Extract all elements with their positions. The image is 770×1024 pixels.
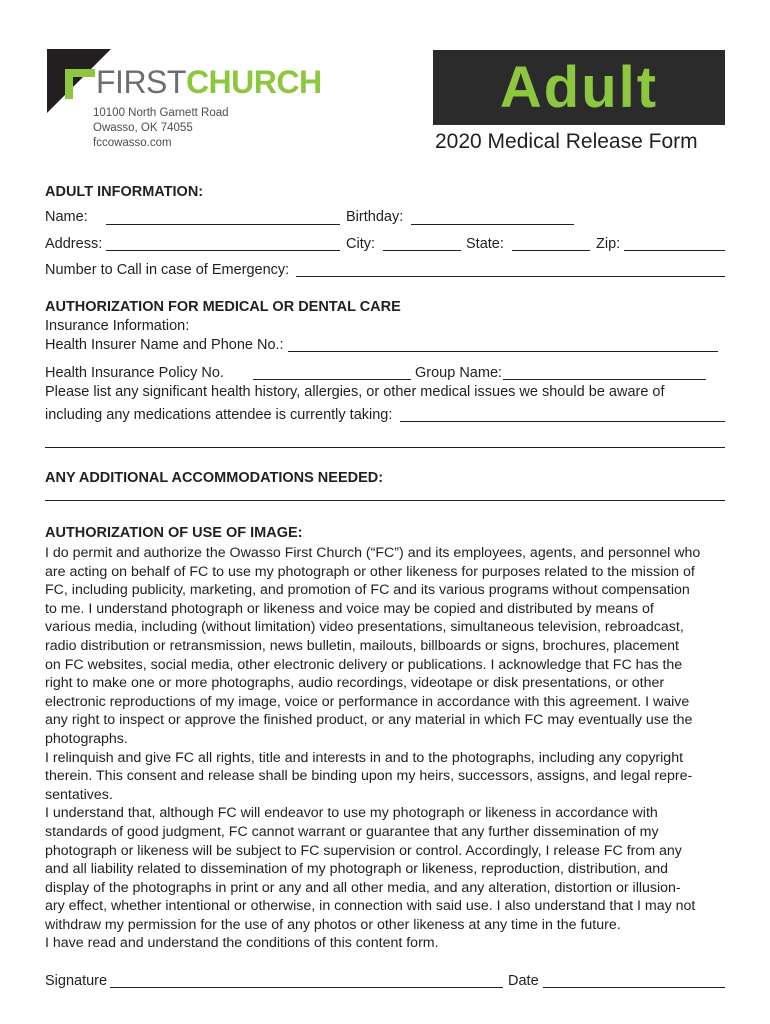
state-field[interactable] [512, 250, 590, 251]
medical-notes-field[interactable] [45, 447, 725, 448]
medical-authorization-heading: AUTHORIZATION FOR MEDICAL OR DENTAL CARE [45, 299, 401, 315]
agreement-line: display of the photographs in print or any and all other media, and any alteration, distortion or illusion- [45, 879, 681, 896]
zip-field[interactable] [624, 250, 725, 251]
first-church-logo-text [96, 64, 322, 100]
agreement-line: radio distribution or retransmission, news bulletin, mailouts, billboards or signs, brochures, placement [45, 637, 680, 654]
signature-field[interactable] [110, 987, 503, 988]
address-field[interactable] [106, 250, 340, 251]
agreement-line: I do permit and authorize the Owasso First Church (“FC”) and its employees, agents, and personnel who [45, 545, 701, 561]
agreement-line: photographs. [45, 730, 128, 747]
church-address [93, 106, 229, 151]
logo-first-word: FIRST [96, 64, 186, 100]
insurer-name-phone-field[interactable] [288, 351, 718, 352]
city-field[interactable] [383, 250, 461, 251]
agreement-line: sentatives. [45, 786, 113, 803]
logo-church-word: CHURCH [185, 64, 322, 100]
address-label: Address: [45, 236, 103, 252]
group-name-field[interactable] [503, 379, 706, 380]
website-line: fccowasso.com [93, 137, 172, 149]
adult-badge-text: Adult [499, 55, 659, 120]
accommodations-field[interactable] [45, 500, 725, 501]
date-label: Date [508, 973, 539, 989]
name-field[interactable] [106, 224, 340, 225]
address-line: 10100 North Garnett Road [93, 107, 229, 119]
agreement-line: on FC websites, social media, other electronic delivery or publications. I acknowledge that FC has the [45, 656, 683, 673]
agreement-line: right to make one or more photographs, audio recordings, videotape or disk presentations, or other [45, 675, 665, 692]
health-history-instruction: Please list any significant health history, allergies, or other medical issues we should be aware of [45, 384, 665, 400]
image-use-heading: AUTHORIZATION OF USE OF IMAGE: [45, 525, 303, 541]
agreement-line: any right to inspect or approve the finished product, or any material in which FC may eventually use the [45, 712, 693, 729]
agreement-line: ary effect, whether intentional or otherwise, in connection with said use. I also understand that I may not [45, 898, 696, 915]
medications-label: including any medications attendee is currently taking: [45, 407, 393, 423]
adult-badge [433, 50, 725, 125]
agreement-line: photograph or likeness will be subject to FC supervision or control. Accordingly, I release FC from any [45, 842, 682, 859]
date-field[interactable] [543, 987, 725, 988]
agreement-line: I have read and understand the conditions of this content form. [45, 935, 439, 952]
state-label: State: [466, 236, 504, 252]
form-title: 2020 Medical Release Form [435, 130, 698, 153]
agreement-line: I relinquish and give FC all rights, title and interests in and to the photographs, including any copyright [45, 749, 684, 766]
agreement-line: FC, including publicity, marketing, and promotion of FC and its various programs without compensation [45, 582, 690, 599]
agreement-line: therein. This consent and release shall be binding upon my heirs, successors, assigns, and legal repre- [45, 768, 693, 785]
signature-label: Signature [45, 973, 108, 989]
agreement-line: I understand that, although FC will endeavor to use my photograph or likeness in accordance with [45, 805, 658, 822]
accommodations-heading: ANY ADDITIONAL ACCOMMODATIONS NEEDED: [45, 470, 384, 486]
agreement-line: and all liability related to dissemination of my photograph or likeness, reproduction, distribution, and [45, 861, 669, 878]
address-line: Owasso, OK 74055 [93, 122, 193, 134]
emergency-number-field[interactable] [296, 276, 725, 277]
agreement-line: electronic reproductions of my image, voice or performance in accordance with this agreement. I waive [45, 693, 690, 710]
agreement-line: withdraw my permission for the use of any photos or other likeness at any time in the future. [45, 916, 621, 933]
birthday-field[interactable] [411, 224, 574, 225]
insurer-name-phone-label: Health Insurer Name and Phone No.: [45, 337, 284, 353]
city-label: City: [346, 236, 375, 252]
zip-label: Zip: [596, 236, 621, 252]
medications-field[interactable] [400, 421, 725, 422]
name-label: Name: [45, 209, 88, 225]
insurance-information-label: Insurance Information: [45, 318, 190, 334]
image-use-agreement-text [45, 544, 725, 953]
agreement-line: various media, including (without limitation) video presentations, simultaneous television, rebroadcast, [45, 619, 684, 636]
birthday-label: Birthday: [346, 209, 404, 225]
agreement-line: to me. I understand photograph or likeness and voice may be copied and distributed by means of [45, 600, 654, 617]
emergency-number-label: Number to Call in case of Emergency: [45, 262, 290, 278]
policy-number-label: Health Insurance Policy No. [45, 365, 224, 381]
agreement-line: standards of good judgment, FC cannot warrant or guarantee that any further dissemination of my [45, 823, 659, 840]
adult-information-heading: ADULT INFORMATION: [45, 184, 204, 200]
group-name-label: Group Name: [415, 365, 503, 381]
policy-number-field[interactable] [253, 379, 411, 380]
agreement-line: are acting on behalf of FC to use my photograph or other likeness for purposes related to the mission of [45, 563, 695, 580]
